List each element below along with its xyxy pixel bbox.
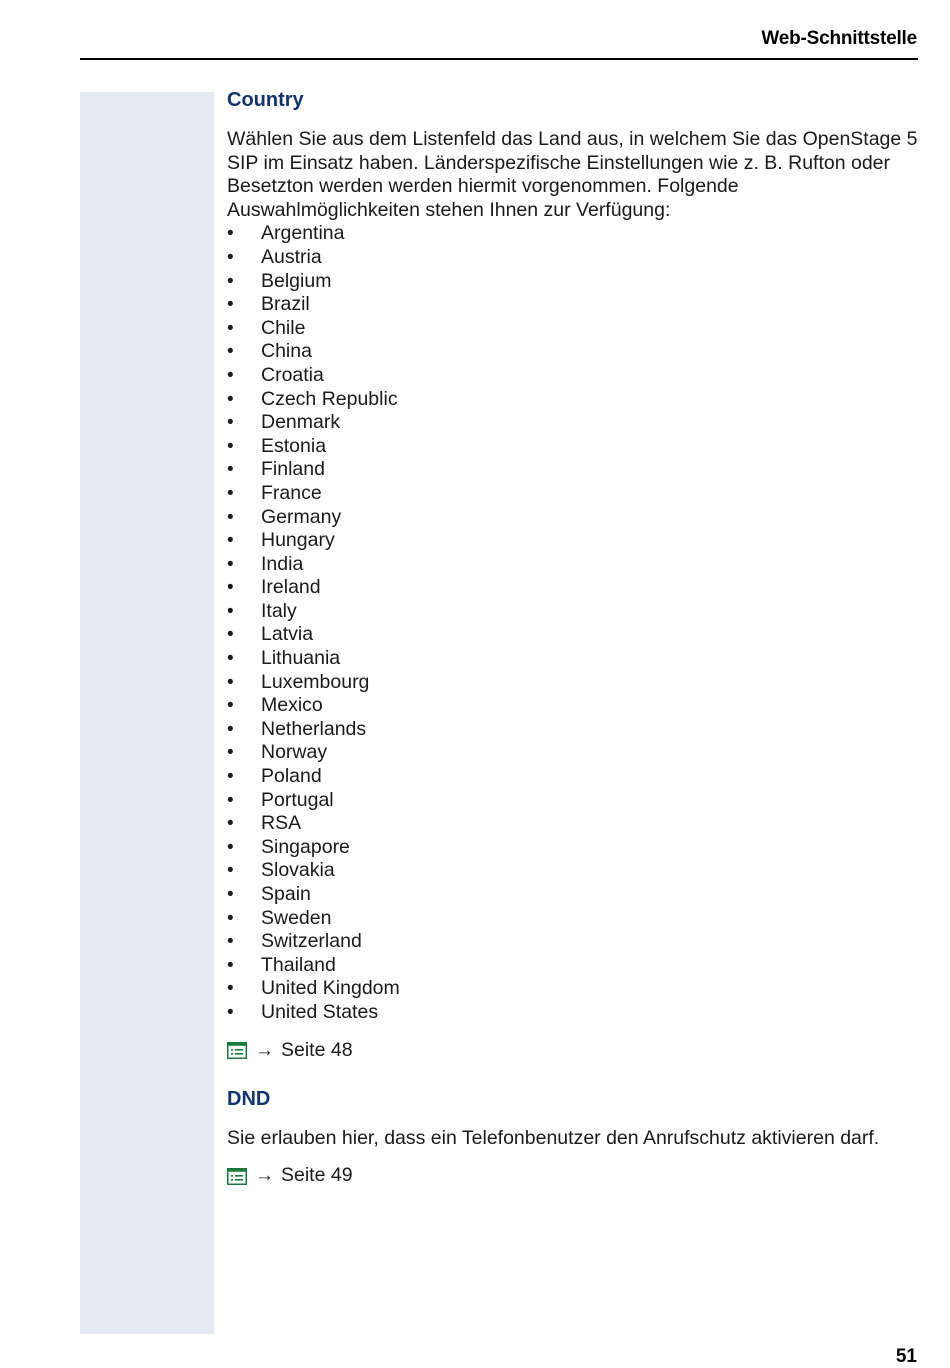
country-list-item: • Finland xyxy=(227,458,919,482)
country-list-item: • Singapore xyxy=(227,836,919,860)
country-list-item: • Hungary xyxy=(227,529,919,553)
arrow-right-icon: → xyxy=(255,1039,274,1061)
country-list-item: • Germany xyxy=(227,506,919,530)
country-list-item: • Latvia xyxy=(227,623,919,647)
page-content xyxy=(227,86,919,1188)
country-list-item: • Chile xyxy=(227,317,919,341)
arrow-right-icon: → xyxy=(255,1165,274,1187)
country-reference[interactable] xyxy=(227,1039,919,1063)
country-list-item: • China xyxy=(227,340,919,364)
country-list-item: • Italy xyxy=(227,600,919,624)
country-list-item: • United Kingdom xyxy=(227,977,919,1001)
list-page-icon xyxy=(227,1042,247,1059)
page-number: 51 xyxy=(895,1346,917,1367)
country-list-item: • Belgium xyxy=(227,270,919,294)
country-list-item: • Estonia xyxy=(227,435,919,459)
country-list-item: • Poland xyxy=(227,765,919,789)
country-list-item: • Austria xyxy=(227,246,919,270)
country-list-item: • RSA xyxy=(227,812,919,836)
country-list-item: • Lithuania xyxy=(227,647,919,671)
country-list-item: • France xyxy=(227,482,919,506)
country-list-item: • Spain xyxy=(227,883,919,907)
country-list xyxy=(227,222,919,1024)
margin-sidebar xyxy=(80,92,214,1334)
list-page-icon xyxy=(227,1168,247,1185)
dnd-reference-link[interactable]: Seite 49 xyxy=(281,1164,353,1187)
country-list-item: • Norway xyxy=(227,741,919,765)
dnd-reference[interactable] xyxy=(227,1164,919,1188)
country-list-item: • Netherlands xyxy=(227,718,919,742)
country-list-item: • Switzerland xyxy=(227,930,919,954)
country-description: Wählen Sie aus dem Listenfeld das Land aus, in welchem Sie das OpenStage 5 SIP im Einsatz haben. Länderspezifische Einstellungen wie z. B. Rufton oder Besetzton werden werden hiermit vorgenommen. Folgende Auswahlmöglichkeiten stehen Ihnen zur Verfügung: xyxy=(227,128,918,221)
country-list-item: • Sweden xyxy=(227,907,919,931)
country-list-item: • Brazil xyxy=(227,293,919,317)
country-list-item: • Thailand xyxy=(227,954,919,978)
country-list-item: • India xyxy=(227,553,919,577)
running-header: Web-Schnittstelle xyxy=(761,28,917,49)
header-rule xyxy=(80,58,918,60)
dnd-heading: DND xyxy=(227,1087,271,1110)
country-list-item: • United States xyxy=(227,1001,919,1025)
country-list-item: • Ireland xyxy=(227,576,919,600)
country-list-item: • Luxembourg xyxy=(227,671,919,695)
dnd-description: Sie erlauben hier, dass ein Telefonbenutzer den Anrufschutz aktivieren darf. xyxy=(227,1126,880,1149)
country-list-item: • Czech Republic xyxy=(227,388,919,412)
country-list-item: • Slovakia xyxy=(227,859,919,883)
country-list-item: • Denmark xyxy=(227,411,919,435)
country-list-item: • Mexico xyxy=(227,694,919,718)
country-list-item: • Portugal xyxy=(227,789,919,813)
country-reference-link[interactable]: Seite 48 xyxy=(281,1038,353,1061)
country-heading: Country xyxy=(227,89,304,111)
country-list-item: • Argentina xyxy=(227,222,919,246)
country-list-item: • Croatia xyxy=(227,364,919,388)
